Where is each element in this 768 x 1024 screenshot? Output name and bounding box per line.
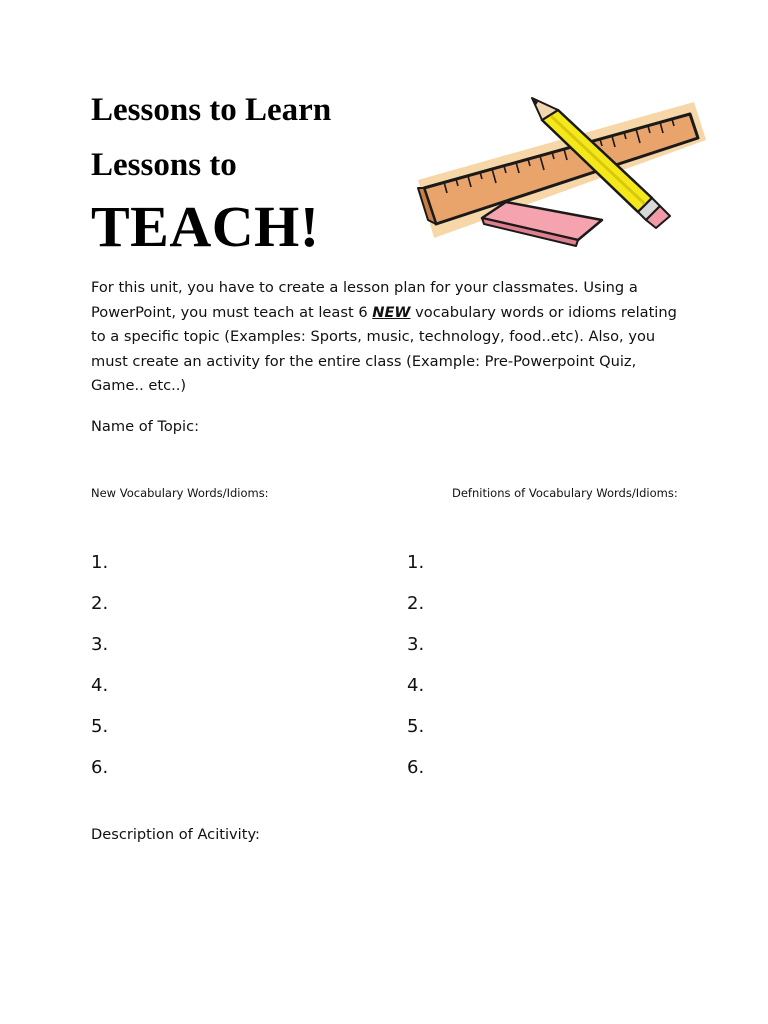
ruler-pencil-eraser-icon	[410, 92, 710, 252]
list-item: 4.	[91, 675, 109, 696]
list-item: 6.	[91, 757, 109, 778]
list-item: 5.	[407, 716, 425, 737]
vocab-column-header: New Vocabulary Words/Idioms:	[91, 486, 269, 500]
list-item: 5.	[91, 716, 109, 737]
definitions-column-header: Defnitions of Vocabulary Words/Idioms:	[452, 486, 678, 500]
new-emphasis: NEW	[372, 303, 411, 321]
title-line-3: TEACH!	[91, 194, 320, 259]
definitions-list	[407, 549, 424, 795]
list-item: 3.	[91, 634, 109, 655]
list-item: 6.	[407, 757, 425, 778]
title-line-2: Lessons to	[91, 147, 237, 183]
title-line-1: Lessons to Learn	[91, 92, 332, 128]
instructions-text-start: For this unit, you have to create a lesson plan for your classmates. Using a PowerPoint, you must teach at least 6	[91, 279, 638, 321]
eraser-icon	[482, 202, 602, 246]
list-item: 2.	[407, 593, 425, 614]
instructions-paragraph	[91, 276, 691, 399]
list-item: 1.	[91, 552, 109, 573]
instructions-text-end: vocabulary words or idioms relating to a specific topic (Examples: Sports, music, technology, food..etc). Also, you must create an activity for the entire class (Example: Pre-Powerpoint Quiz, Game.. etc..)	[91, 303, 677, 394]
vocab-list	[91, 549, 108, 795]
list-item: 3.	[407, 634, 425, 655]
topic-label: Name of Topic:	[91, 418, 200, 435]
list-item: 1.	[407, 552, 425, 573]
list-item: 4.	[407, 675, 425, 696]
activity-label: Description of Acitivity:	[91, 826, 260, 843]
list-item: 2.	[91, 593, 109, 614]
